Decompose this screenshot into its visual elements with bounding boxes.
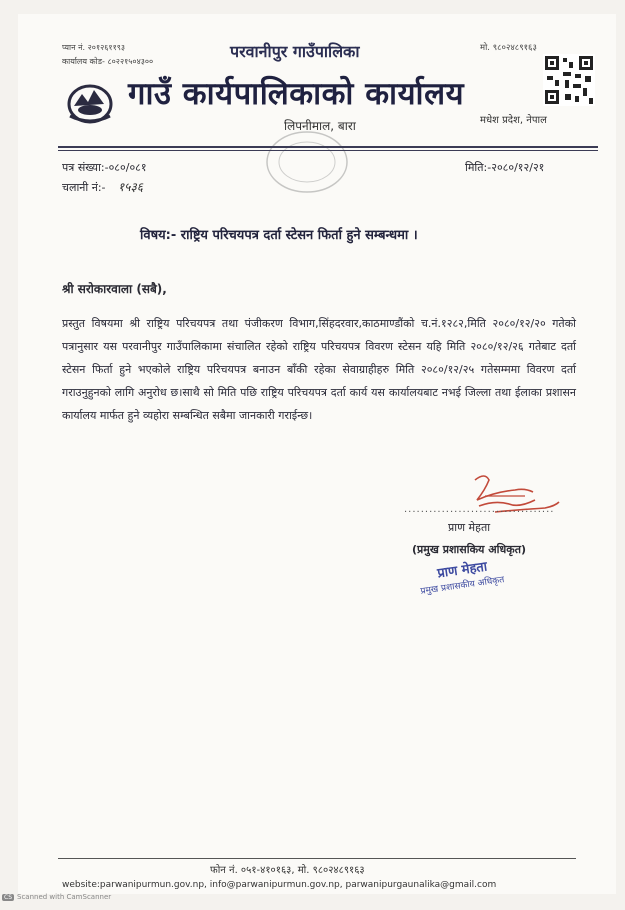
handwritten-signature-icon <box>455 470 565 525</box>
signature-line: .................................... <box>404 504 555 515</box>
qr-code-icon <box>543 54 595 106</box>
scanner-watermark <box>2 893 111 901</box>
footer-website: website:parwanipurmun.gov.np, info@parwanipurmun.gov.np, parwanipurgaunalika@gmail.com <box>62 880 497 890</box>
addressee: श्री सरोकारवाला (सबै), <box>62 282 167 296</box>
footer-phone: फोन नं. ०५१-४१०१६३, मो. ९८०२४८९१६३ <box>210 865 365 876</box>
footer-divider <box>58 858 576 859</box>
office-code: कार्यालय कोड- ८०२२१५०४३०० <box>62 57 154 66</box>
signer-name: प्राण मेहता <box>448 521 491 534</box>
stamp-name: प्राण मेहता <box>436 559 489 582</box>
pan-number: प्यान नं. २०१२६११९३ <box>62 43 126 52</box>
province: मधेश प्रदेश, नेपाल <box>480 115 547 126</box>
scanner-text: Scanned with CamScanner <box>17 893 112 901</box>
nepal-emblem-icon <box>66 80 114 124</box>
office-name: परवानीपुर गाउँपालिका <box>230 42 360 61</box>
mobile-number: मो. ९८०२४८९१६३ <box>480 43 537 53</box>
office-seal-icon <box>262 128 352 196</box>
patra-sankhya: पत्र संख्या:-०८०/०८१ <box>62 161 147 174</box>
header-divider <box>58 146 598 148</box>
signer-designation: (प्रमुख प्रशासकिय अधिकृत) <box>412 543 526 556</box>
letter-subject: विषय:- राष्ट्रिय परिचयपत्र दर्ता स्टेसन फिर्ता हुने सम्बन्धमा । <box>140 228 418 243</box>
chalani-label: चलानी नं:- <box>62 181 106 194</box>
letter-date: मिति:-२०८०/१२/२१ <box>465 161 545 174</box>
letter-body: प्रस्तुत विषयमा श्री राष्ट्रिय परिचयपत्र तथा पंजीकरण विभाग,सिंहदरवार,काठमाण्डौंको च.नं.१२८२,मिति २०८०/१२/२० गतेको पत्रानुसार यस परवानीपुर गाउँपालिकामा संचालित रहेको राष्ट्रिय परिचयपत्र विवरण स्टेसन यहि मिति २०८०/१२/२६ गतेबाट दर्ता स्टेसन फिर्ता हुने भएकोले राष्ट्रिय परिचयपत्र बनाउन बाँकी रहेका सेवाग्राहीहरु मिति २०८०/१२/२५ गतेसम्ममा विवरण दर्ता गराउनुहुनको लागि अनुरोध छ।साथै सो मिति पछि राष्ट्रिय परिचयपत्र दर्ता कार्य यस कार्यालयबाट नभई जिल्ला तथा ईलाका प्रशासन कार्यालय मार्फत हुने व्यहोरा सम्बन्धित सबैमा जानकारी गराईन्छ। <box>62 317 576 422</box>
chalani-number: १५३६ <box>118 180 143 194</box>
header-divider-thin <box>58 150 598 151</box>
office-address: लिपनीमाल, बारा <box>284 119 356 133</box>
stamp-title: प्रमुख प्रशासकीय अधिकृत <box>419 575 505 597</box>
office-title: गाउँ कार्यपालिकाको कार्यालय <box>128 76 465 112</box>
camscanner-icon: CS <box>4 894 12 901</box>
